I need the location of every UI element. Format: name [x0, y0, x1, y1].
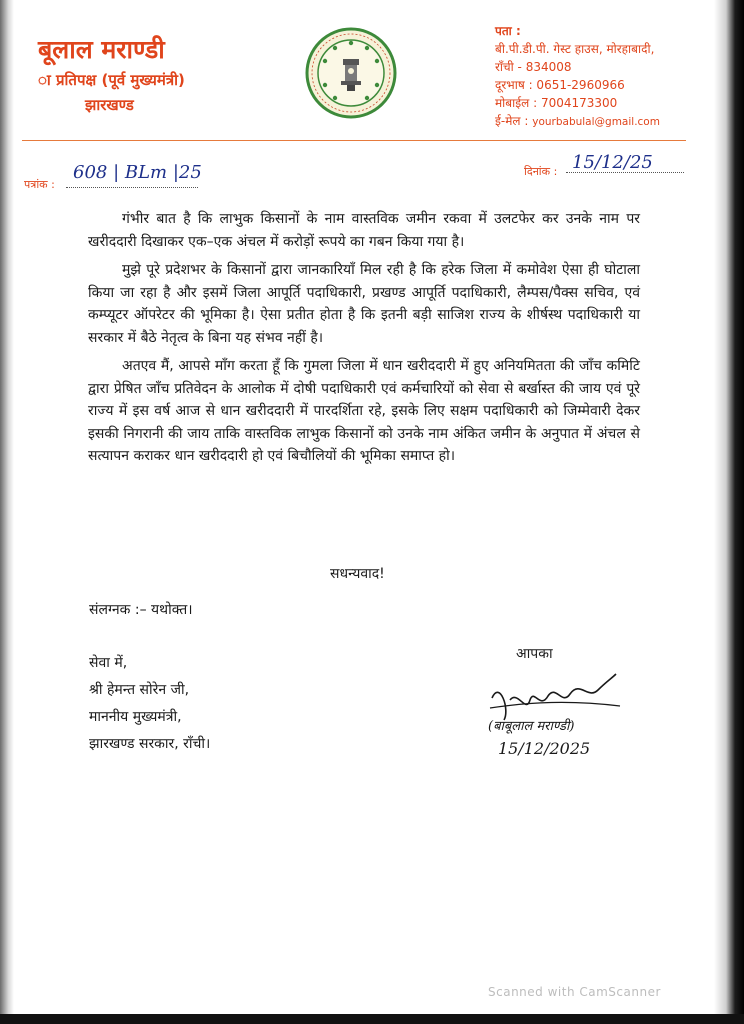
recipient-line: माननीय मुख्यमंत्री,: [89, 709, 182, 725]
letterhead-post: ा प्रतिपक्ष (पूर्व मुख्यमंत्री): [38, 71, 185, 89]
ref-underline: [66, 187, 198, 188]
ref-number: 608 | BLm |25: [73, 162, 202, 183]
letterhead-address: [495, 22, 660, 131]
government-seal-icon: [305, 27, 397, 119]
body-paragraph: गंभीर बात है कि लाभुक किसानों के नाम वास्तविक जमीन रकवा में उलटफेर कर उनके नाम पर खरीददारी दिखाकर एक–एक अंचल में करोड़ों रूपये का गबन किया गया है।: [88, 211, 640, 250]
scan-right-edge: [714, 0, 744, 1024]
letter-body: [88, 208, 640, 474]
closing-yours: आपका: [516, 646, 553, 662]
email-label: ई-मेल :: [495, 114, 529, 128]
body-paragraph: मुझे पूरे प्रदेशभर के किसानों द्वारा जानकारियाँ मिल रही है कि हरेक जिला में कमोवेश ऐसा ही घोटाला किया जा रहा है और इसमें जिला आपूर्ति पदाधिकारी, प्रखण्ड आपूर्ति पदाधिकारी, लैम्पस/पैक्स सचिव, एवं कम्प्यूटर ऑपरेटर की भूमिका है। ऐसा प्रतीत होता है कि इतनी बड़ी साजिश राज्य के शीर्षस्थ पदाधिकारी या सरकार में बैठे नेतृत्व के बिना यह संभव नहीं है।: [88, 262, 640, 346]
ref-label: पत्रांक :: [24, 178, 55, 191]
email-address: yourbabulal@gmail.com: [532, 116, 660, 128]
thanks-line: सधन्यवाद!: [330, 566, 385, 582]
letterhead-divider: [22, 140, 686, 141]
recipient-line: सेवा में,: [89, 655, 128, 671]
recipient-line: श्री हेमन्त सोरेन जी,: [89, 682, 190, 698]
signature-name: (बाबूलाल मराण्डी): [488, 719, 575, 734]
letterhead-name: बूलाल मराण्डी: [38, 35, 165, 64]
date-label: दिनांक :: [524, 165, 558, 178]
scan-left-edge: [0, 0, 14, 1024]
phone-number: दूरभाष : 0651-2960966: [495, 78, 625, 92]
date-underline: [566, 172, 684, 173]
letterhead-state: झारखण्ड: [85, 96, 134, 114]
address-line: बी.पी.डी.पी. गेस्ट हाउस, मोरहाबादी,: [495, 42, 655, 56]
scanner-watermark: Scanned with CamScanner: [488, 985, 661, 999]
scan-bottom-edge: [0, 1014, 744, 1024]
address-city: राँची - 834008: [495, 60, 572, 74]
recipient-address: [89, 650, 210, 758]
recipient-line: झारखण्ड सरकार, राँची।: [89, 736, 211, 752]
letter-date: 15/12/25: [572, 152, 653, 173]
signature-date: 15/12/2025: [498, 739, 591, 758]
enclosure-line: संलग्नक :– यथोक्त।: [89, 602, 193, 618]
handwritten-signature: [470, 670, 630, 770]
mobile-number: मोबाईल : 7004173300: [495, 96, 618, 110]
address-label: पता :: [495, 24, 521, 38]
body-paragraph: अतएव मैं, आपसे माँग करता हूँ कि गुमला जिला में धान खरीददारी में हुए अनियमितता की जाँच कमिटि द्वारा प्रेषित जाँच प्रतिवेदन के आलोक में दोषी पदाधिकारी एवं कर्मचारियों को सेवा से बर्खास्त की जाय एवं पूरे राज्य में इस वर्ष आज से धान खरीददारी में पारदर्शिता रहे, इसके लिए सक्षम पदाधिकारी को जिम्मेवारी देकर इसकी निगरानी की जाय ताकि वास्तविक लाभुक किसानों को उनके नाम अंकित जमीन के अनुपात में अंचल से सत्यापन कराकर धान खरीददारी हो एवं बिचौलियों की भूमिका समाप्त हो।: [88, 358, 640, 464]
